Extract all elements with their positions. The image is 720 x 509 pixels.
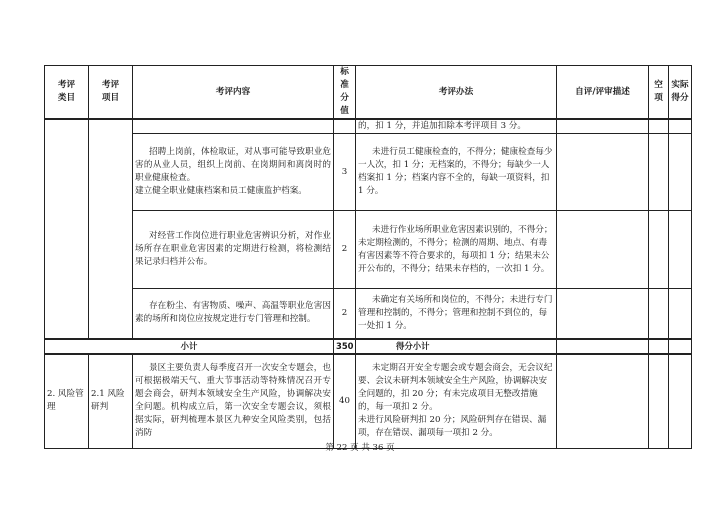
self-eval-cell [557, 211, 649, 289]
header-actual: 实际 得分 [669, 66, 692, 120]
subtotal-actual [669, 339, 692, 354]
content-cell: 景区主要负责人每季度召开一次安全专题会，也可根据极端天气、重大节事活动等特殊情况召开专题会商会，研判本领域安全生产风险，协调解决安全问题。机构成立后，第一次安全专题会议，须根据实际，研判梳理本景区九种安全风险类别，包括消防 [133, 354, 334, 449]
actual-cell [669, 134, 692, 211]
subtotal-method: 得分小计 [356, 339, 557, 354]
blank-cell [649, 211, 669, 289]
subtotal-self-eval [557, 339, 649, 354]
method-cell: 的，扣 1 分，并追加扣除本考评项目 3 分。 [356, 119, 557, 134]
table-row [45, 134, 692, 211]
content-cell [133, 119, 334, 134]
method-cell: 未确定有关场所和岗位的，不得分；未进行专门管理和控制的，不得分；管理和控制不到位的，每一处扣 1 分。 [356, 289, 557, 339]
table-row [45, 211, 692, 289]
score-cell: 40 [334, 354, 356, 449]
content-cell: 招聘上岗前，体检取证，对从事可能导致职业危害的从业人员，组织上岗前、在岗期间和离岗时的职业健康检查。 建立健全职业健康档案和员工健康监护档案。 [133, 134, 334, 211]
blank-cell [649, 134, 669, 211]
method-cell: 未定期召开安全专题会或专题会商会，无会议纪要、会议未研判本领域安全生产风险，协调解决安全问题的，扣 20 分；有未完成项目无整改措施的，每一项扣 2 分。 未进行风险研判扣 20 分；风险研判存在错误、漏项，存在错误、漏项每一项扣 2 分。 [356, 354, 557, 449]
blank-cell [649, 119, 669, 134]
header-method: 考评办法 [356, 66, 557, 120]
header-content: 考评内容 [133, 66, 334, 120]
header-self-eval: 自评/评审描述 [557, 66, 649, 120]
header-blank: 空 项 [649, 66, 669, 120]
table-row [45, 119, 692, 134]
header-category: 考评 类目 [45, 66, 89, 120]
table-row [45, 289, 692, 339]
actual-cell [669, 119, 692, 134]
header-score: 标准 分值 [334, 66, 356, 120]
page-footer: 第 22 页 共 36 页 [325, 443, 395, 453]
method-cell: 未进行员工健康检查的，不得分；健康检查每少一人次，扣 1 分；无档案的，不得分；每缺少一人档案扣 1 分；档案内容不全的，每缺一项资料，扣 1 分。 [356, 134, 557, 211]
evaluation-table [44, 65, 692, 449]
score-cell: 3 [334, 134, 356, 211]
item-cell: 2.1 风险研判 [89, 354, 133, 449]
content-cell: 存在粉尘、有害物质、噪声、高温等职业危害因素的场所和岗位应按规定进行专门管理和控制。 [133, 289, 334, 339]
score-cell: 2 [334, 211, 356, 289]
actual-cell [669, 289, 692, 339]
content-cell: 对经营工作岗位进行职业危害辨识分析，对作业场所存在职业危害因素的定期进行检测，将检测结果记录归档并公布。 [133, 211, 334, 289]
score-cell [334, 119, 356, 134]
subtotal-label: 小计 [45, 339, 334, 354]
actual-cell [669, 211, 692, 289]
subtotal-blank [649, 339, 669, 354]
subtotal-row [45, 339, 692, 354]
self-eval-cell [557, 119, 649, 134]
header-row [45, 66, 692, 120]
blank-cell [649, 289, 669, 339]
self-eval-cell [557, 289, 649, 339]
self-eval-cell [557, 354, 649, 449]
table-row [45, 354, 692, 449]
item-cell [89, 119, 133, 339]
method-cell: 未进行作业场所职业危害因素识别的，不得分；未定期检测的，不得分；检测的周期、地点、有毒有害因素等不符合要求的，每项扣 1 分；结果未公开公布的，不得分；结果未存档的，一次扣 1 分。 [356, 211, 557, 289]
score-cell: 2 [334, 289, 356, 339]
header-item: 考评 项目 [89, 66, 133, 120]
actual-cell [669, 354, 692, 449]
category-cell [45, 119, 89, 339]
subtotal-score: 350 [334, 339, 356, 354]
self-eval-cell [557, 134, 649, 211]
category-cell: 2. 风险管理 [45, 354, 89, 449]
blank-cell [649, 354, 669, 449]
